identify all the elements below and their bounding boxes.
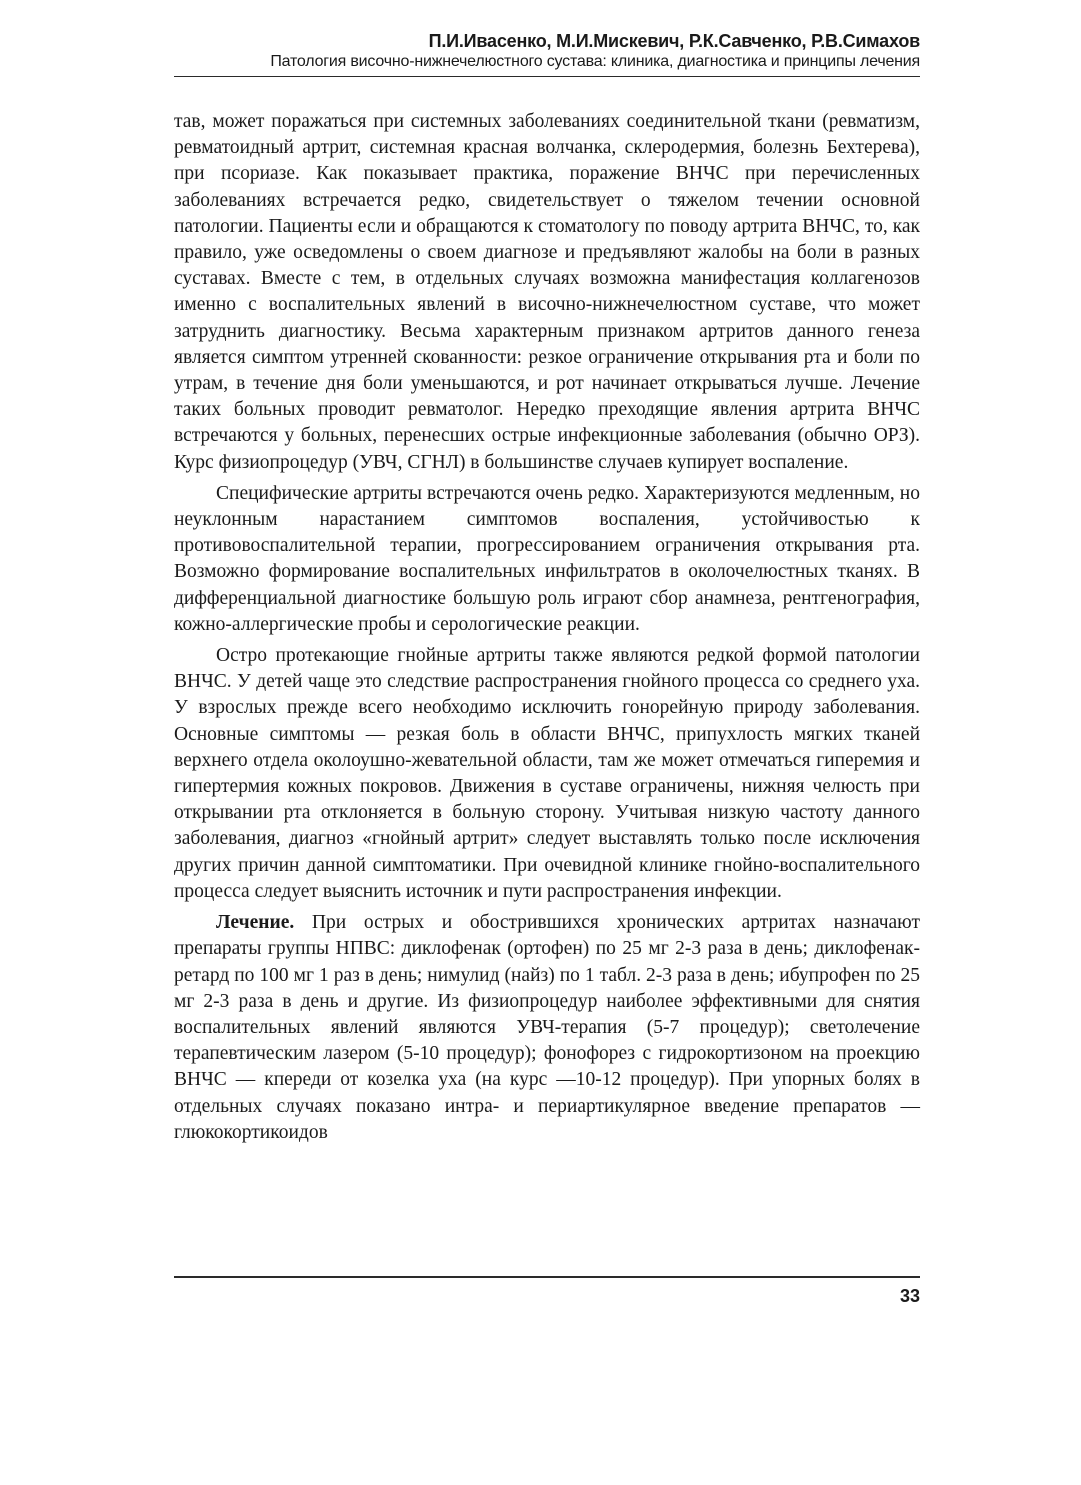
paragraph: Остро протекающие гнойные артриты также являются редкой формой патологии ВНЧС. У детей чаще это следствие распространения гнойного процесса со среднего уха. У взрослых прежде всего необходимо исключить гонорейную природу заболевания. Основные симптомы — резкая боль в области ВНЧС, припухлость мягких тканей верхнего отдела околоушно-жевательной области, там же может отмечаться гиперемия и гипертермия кожных покровов. Движения в суставе ограничены, нижняя челюсть при открывании рта отклоняется в больную сторону. Учитывая низкую частоту данного заболевания, диагноз «гнойный артрит» следует выставлять только после исключения других причин данной симптоматики. При очевидной клинике гнойно-воспалительного процесса следует выяснить источник и пути распространения инфекции. bbox=[174, 645, 920, 902]
header-authors: П.И.Ивасенко, М.И.Мискевич, Р.К.Савченко, Р.В.Симахов bbox=[428, 31, 920, 51]
page-number: 33 bbox=[899, 1286, 920, 1306]
treatment-paragraph bbox=[174, 910, 920, 1146]
header-rule bbox=[174, 76, 920, 77]
running-header bbox=[174, 30, 920, 72]
paragraph: Специфические артриты встречаются очень редко. Характеризуются медленным, но неуклонным нарастанием симптомов воспаления, устойчивостью к противовоспалительной терапии, прогрессированием ограничения открывания рта. Возможно формирование воспалительных инфильтратов в околочелюстных тканях. В дифференциальной диагностике большую роль играют сбор анамнеза, рентгенография, кожно-аллергические пробы и серологические реакции. bbox=[174, 482, 920, 635]
paragraph: тав, может поражаться при системных заболеваниях соединительной ткани (ревматизм, ревматоидный артрит, системная красная волчанка, склеродермия, болезнь Бехтерева), при псориазе. Как показывает практика, поражение ВНЧС при перечисленных заболеваниях встречается редко, свидетельствует о тяжелом течении основной патологии. Пациенты если и обращаются к стоматологу по поводу артрита ВНЧС, то, как правило, уже осведомлены о своем диагнозе и предъявляют жалобы на боли в разных суставах. Вместе с тем, в отдельных случаях возможна манифестация коллагенозов именно с воспалительных явлений в височно-нижнечелюстном суставе, что может затруднить диагностику. Весьма характерным признаком артритов данного генеза является симптом утренней скованности: резкое ограничение открывания рта и боли по утрам, в течение дня боли уменьшаются, и рот начинает открываться лучше. Лечение таких больных проводит ревматолог. Нередко преходящие явления артрита ВНЧС встречаются у больных, перенесших острые инфекционные заболевания (обычно ОРЗ). Курс физиопроцедур (УВЧ, СГНЛ) в большинстве случаев купирует воспаление. bbox=[174, 111, 920, 473]
treatment-text: При острых и обострившихся хронических артритах назначают препараты группы НПВС: диклофенак (ортофен) по 25 мг 2-3 раза в день; диклофенак-ретард по 100 мг 1 раз в день; нимулид (найз) по 1 табл. 2-3 раза в день; ибупрофен по 25 мг 2-3 раза в день и другие. Из физиопроцедур наиболее эффективными для снятия воспалительных явлений являются УВЧ-терапия (5-7 процедур); светолечение терапевтическим лазером (5-10 процедур); фонофорез с гидрокортизоном на проекцию ВНЧС — кпереди от козелка уха (на курс —10-12 процедур). При упорных болях в отдельных случаях показано интра- и периартикулярное введение препаратов — глюкокортикоидов bbox=[174, 912, 920, 1143]
footer-rule bbox=[174, 1276, 920, 1278]
header-book-title: Патология височно-нижнечелюстного сустава: клиника, диагностика и принципы лечения bbox=[270, 53, 920, 70]
page-body bbox=[174, 109, 920, 1151]
treatment-heading: Лечение. bbox=[216, 912, 295, 934]
